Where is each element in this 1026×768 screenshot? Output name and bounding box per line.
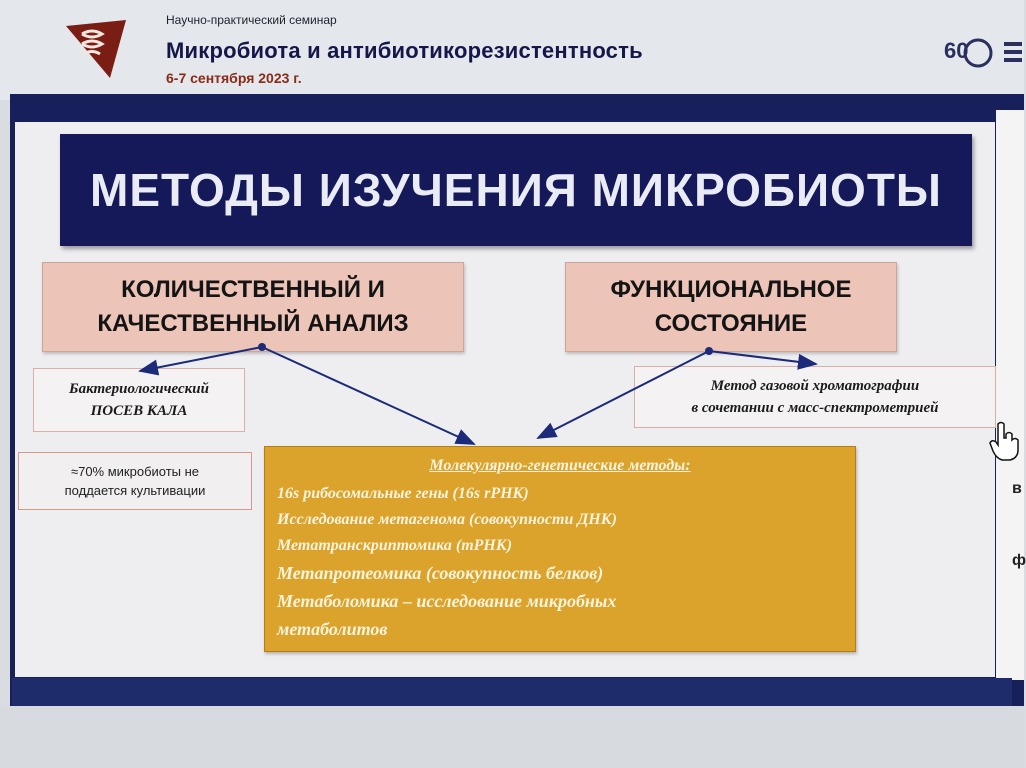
screen-bezel bbox=[0, 706, 1024, 768]
non-culturable-line2: поддается культивации bbox=[64, 483, 206, 498]
method-item: метаболитов bbox=[277, 619, 388, 639]
method-item: Метаболомика – исследование микробных bbox=[277, 591, 617, 611]
anniversary-number: 60 bbox=[944, 38, 969, 63]
bacteriological-line1: Бактериологический bbox=[69, 381, 209, 397]
bottom-bar bbox=[12, 678, 1012, 706]
arrow-to-gas-chromatography bbox=[709, 351, 816, 364]
gas-chromatography-line2: в сочетании с масс-спектрометрией bbox=[691, 400, 939, 416]
molecular-methods-title: Молекулярно-генетические методы: bbox=[429, 457, 691, 474]
seminar-subtitle: Научно-практический семинар bbox=[166, 13, 337, 27]
method-item: Исследование метагенома (совокупности ДНК) bbox=[277, 511, 617, 528]
gas-chromatography-line1: Метод газовой хроматографии bbox=[710, 378, 920, 394]
method-item: Метатранскриптомика (mРНК) bbox=[277, 537, 513, 554]
non-culturable-line1: ≈70% микробиоты не bbox=[70, 464, 200, 479]
slide-title: МЕТОДЫ ИЗУЧЕНИЯ МИКРОБИОТЫ bbox=[90, 164, 942, 216]
hand-cursor-icon bbox=[990, 420, 1020, 462]
method-item: 16s рибосомальные гены (16s rРНК) bbox=[277, 485, 529, 502]
functional-state-line1: ФУНКЦИОНАЛЬНОЕ bbox=[610, 276, 852, 303]
arrow-to-molecular-right bbox=[538, 351, 709, 438]
seminar-title: Микробиота и антибиотикорезистентность bbox=[166, 38, 643, 63]
functional-state-line2: СОСТОЯНИЕ bbox=[654, 310, 808, 337]
connector-dot bbox=[705, 347, 713, 355]
quant-qual-line1: КОЛИЧЕСТВЕННЫЙ И bbox=[121, 276, 385, 303]
arrow-to-bacteriological bbox=[140, 347, 262, 371]
side-panel-char: в bbox=[1012, 480, 1022, 497]
seminar-date: 6-7 сентября 2023 г. bbox=[166, 70, 302, 86]
arrow-to-molecular-left bbox=[262, 347, 474, 444]
connector-dot bbox=[258, 343, 266, 351]
method-item: Метапротеомика (совокупность белков) bbox=[277, 563, 604, 583]
side-panel-char: ф bbox=[1012, 552, 1026, 569]
quant-qual-line2: КАЧЕСТВЕННЫЙ АНАЛИЗ bbox=[97, 310, 409, 337]
bacteriological-line2: ПОСЕВ КАЛА bbox=[90, 403, 188, 419]
